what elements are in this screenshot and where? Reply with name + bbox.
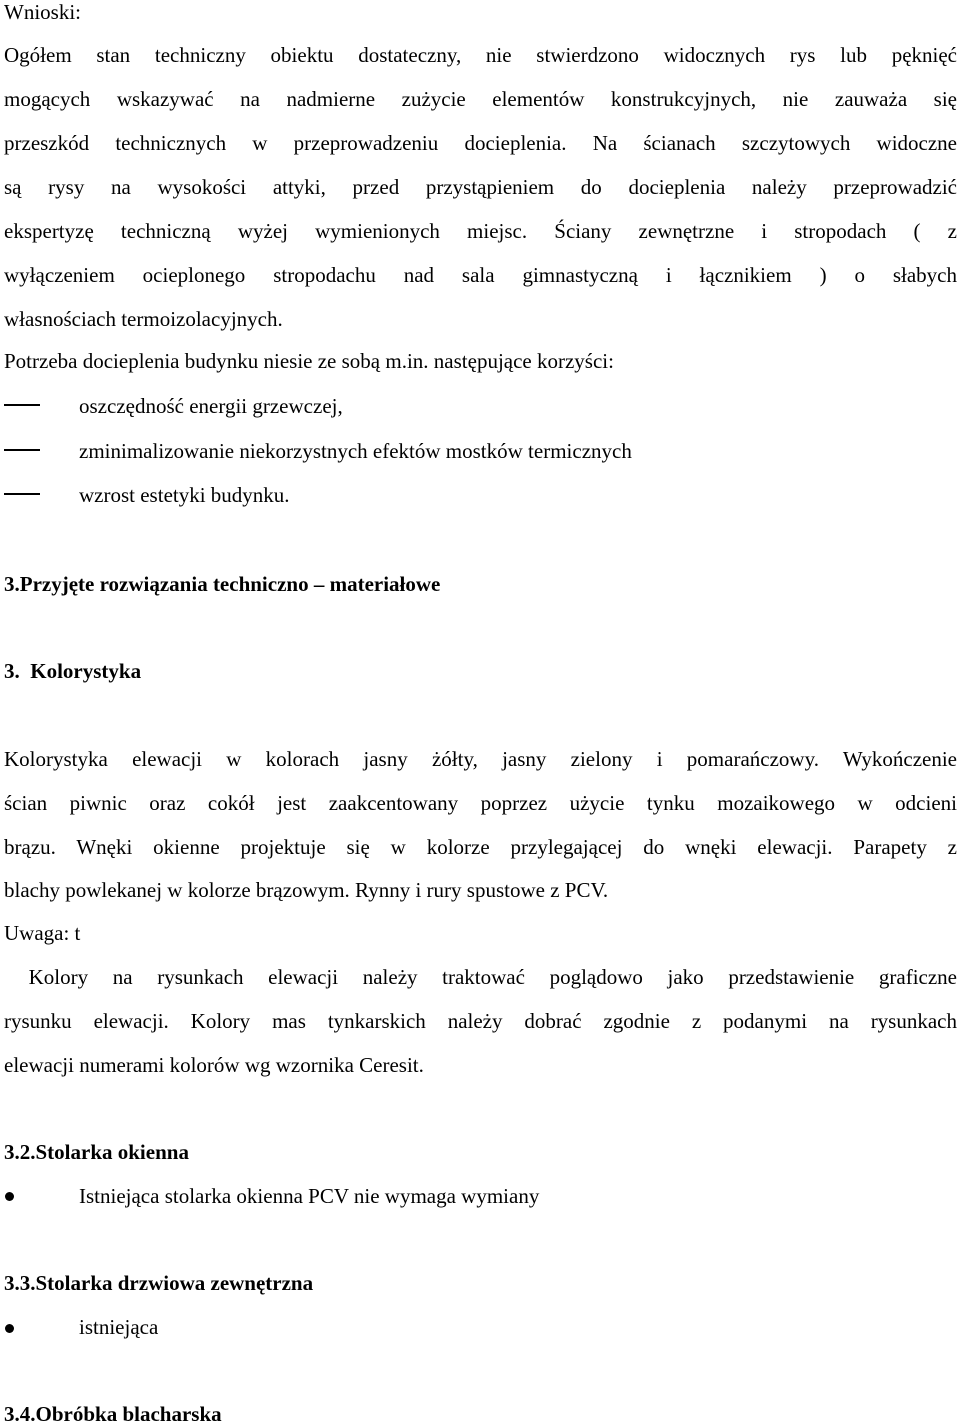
sheet-metal-heading: 3.4.Obróbka blacharska [4, 1402, 222, 1426]
doors-item-text: istniejąca [79, 1315, 159, 1339]
windows-item-text: Istniejąca stolarka okienna PCV nie wymaga wymiany [79, 1184, 540, 1208]
dash-bullet-icon [4, 449, 40, 451]
note-paragraph-line: rysunku elewacji. Kolory mas tynkarskich należy dobrać zgodnie z podanymi na rysunkach [4, 1009, 957, 1033]
note-label: Uwaga: t [4, 921, 81, 945]
conclusions-paragraph-line: wyłączeniem ocieplonego stropodachu nad sala gimnastyczną i łącznikiem ) o słabych [4, 263, 957, 287]
doors-heading: 3.3.Stolarka drzwiowa zewnętrzna [4, 1271, 314, 1295]
bullet-icon [5, 1324, 14, 1333]
colors-heading: 3. Kolorystyka [4, 659, 142, 683]
conclusions-paragraph-line: mogących wskazywać na nadmierne zużycie elementów konstrukcyjnych, nie zauważa się [4, 87, 957, 111]
conclusions-heading: Wnioski: [4, 0, 81, 24]
benefit-item-text: zminimalizowanie niekorzystnych efektów mostków termicznych [79, 439, 632, 463]
benefit-item-text: oszczędność energii grzewczej, [79, 394, 343, 418]
colors-paragraph-line: brązu. Wnęki okienne projektuje się w kolorze przylegającej do wnęki elewacji. Parapety z [4, 835, 957, 859]
conclusions-paragraph-line: są rysy na wysokości attyki, przed przystąpieniem do docieplenia należy przeprowadzić [4, 175, 957, 199]
windows-heading: 3.2.Stolarka okienna [4, 1140, 189, 1164]
conclusions-paragraph-line: ekspertyzę techniczną wyżej wymienionych miejsc. Ściany zewnętrzne i stropodach ( z [4, 219, 957, 243]
conclusions-paragraph-line: przeszkód technicznych w przeprowadzeniu docieplenia. Na ścianach szczytowych widoczne [4, 131, 957, 155]
colors-paragraph-line: ścian piwnic oraz cokół jest zaakcentowany poprzez użycie tynku mozaikowego w odcieni [4, 791, 957, 815]
dash-bullet-icon [4, 404, 40, 406]
benefits-intro: Potrzeba docieplenia budynku niesie ze sobą m.in. następujące korzyści: [4, 349, 614, 373]
colors-paragraph-line: blachy powlekanej w kolorze brązowym. Rynny i rury spustowe z PCV. [4, 878, 609, 902]
solutions-heading: 3.Przyjęte rozwiązania techniczno – materiałowe [4, 572, 441, 596]
benefit-item-text: wzrost estetyki budynku. [79, 483, 290, 507]
note-paragraph-line: elewacji numerami kolorów wg wzornika Ceresit. [4, 1053, 424, 1077]
conclusions-paragraph-line: własnościach termoizolacyjnych. [4, 307, 283, 331]
conclusions-paragraph-line: Ogółem stan techniczny obiektu dostateczny, nie stwierdzono widocznych rys lub pęknięć [4, 43, 957, 67]
note-paragraph-line: Kolory na rysunkach elewacji należy traktować poglądowo jako przedstawienie graficzne [4, 965, 957, 989]
dash-bullet-icon [4, 493, 40, 495]
bullet-icon [5, 1192, 14, 1201]
colors-paragraph-line: Kolorystyka elewacji w kolorach jasny żółty, jasny zielony i pomarańczowy. Wykończenie [4, 747, 957, 771]
